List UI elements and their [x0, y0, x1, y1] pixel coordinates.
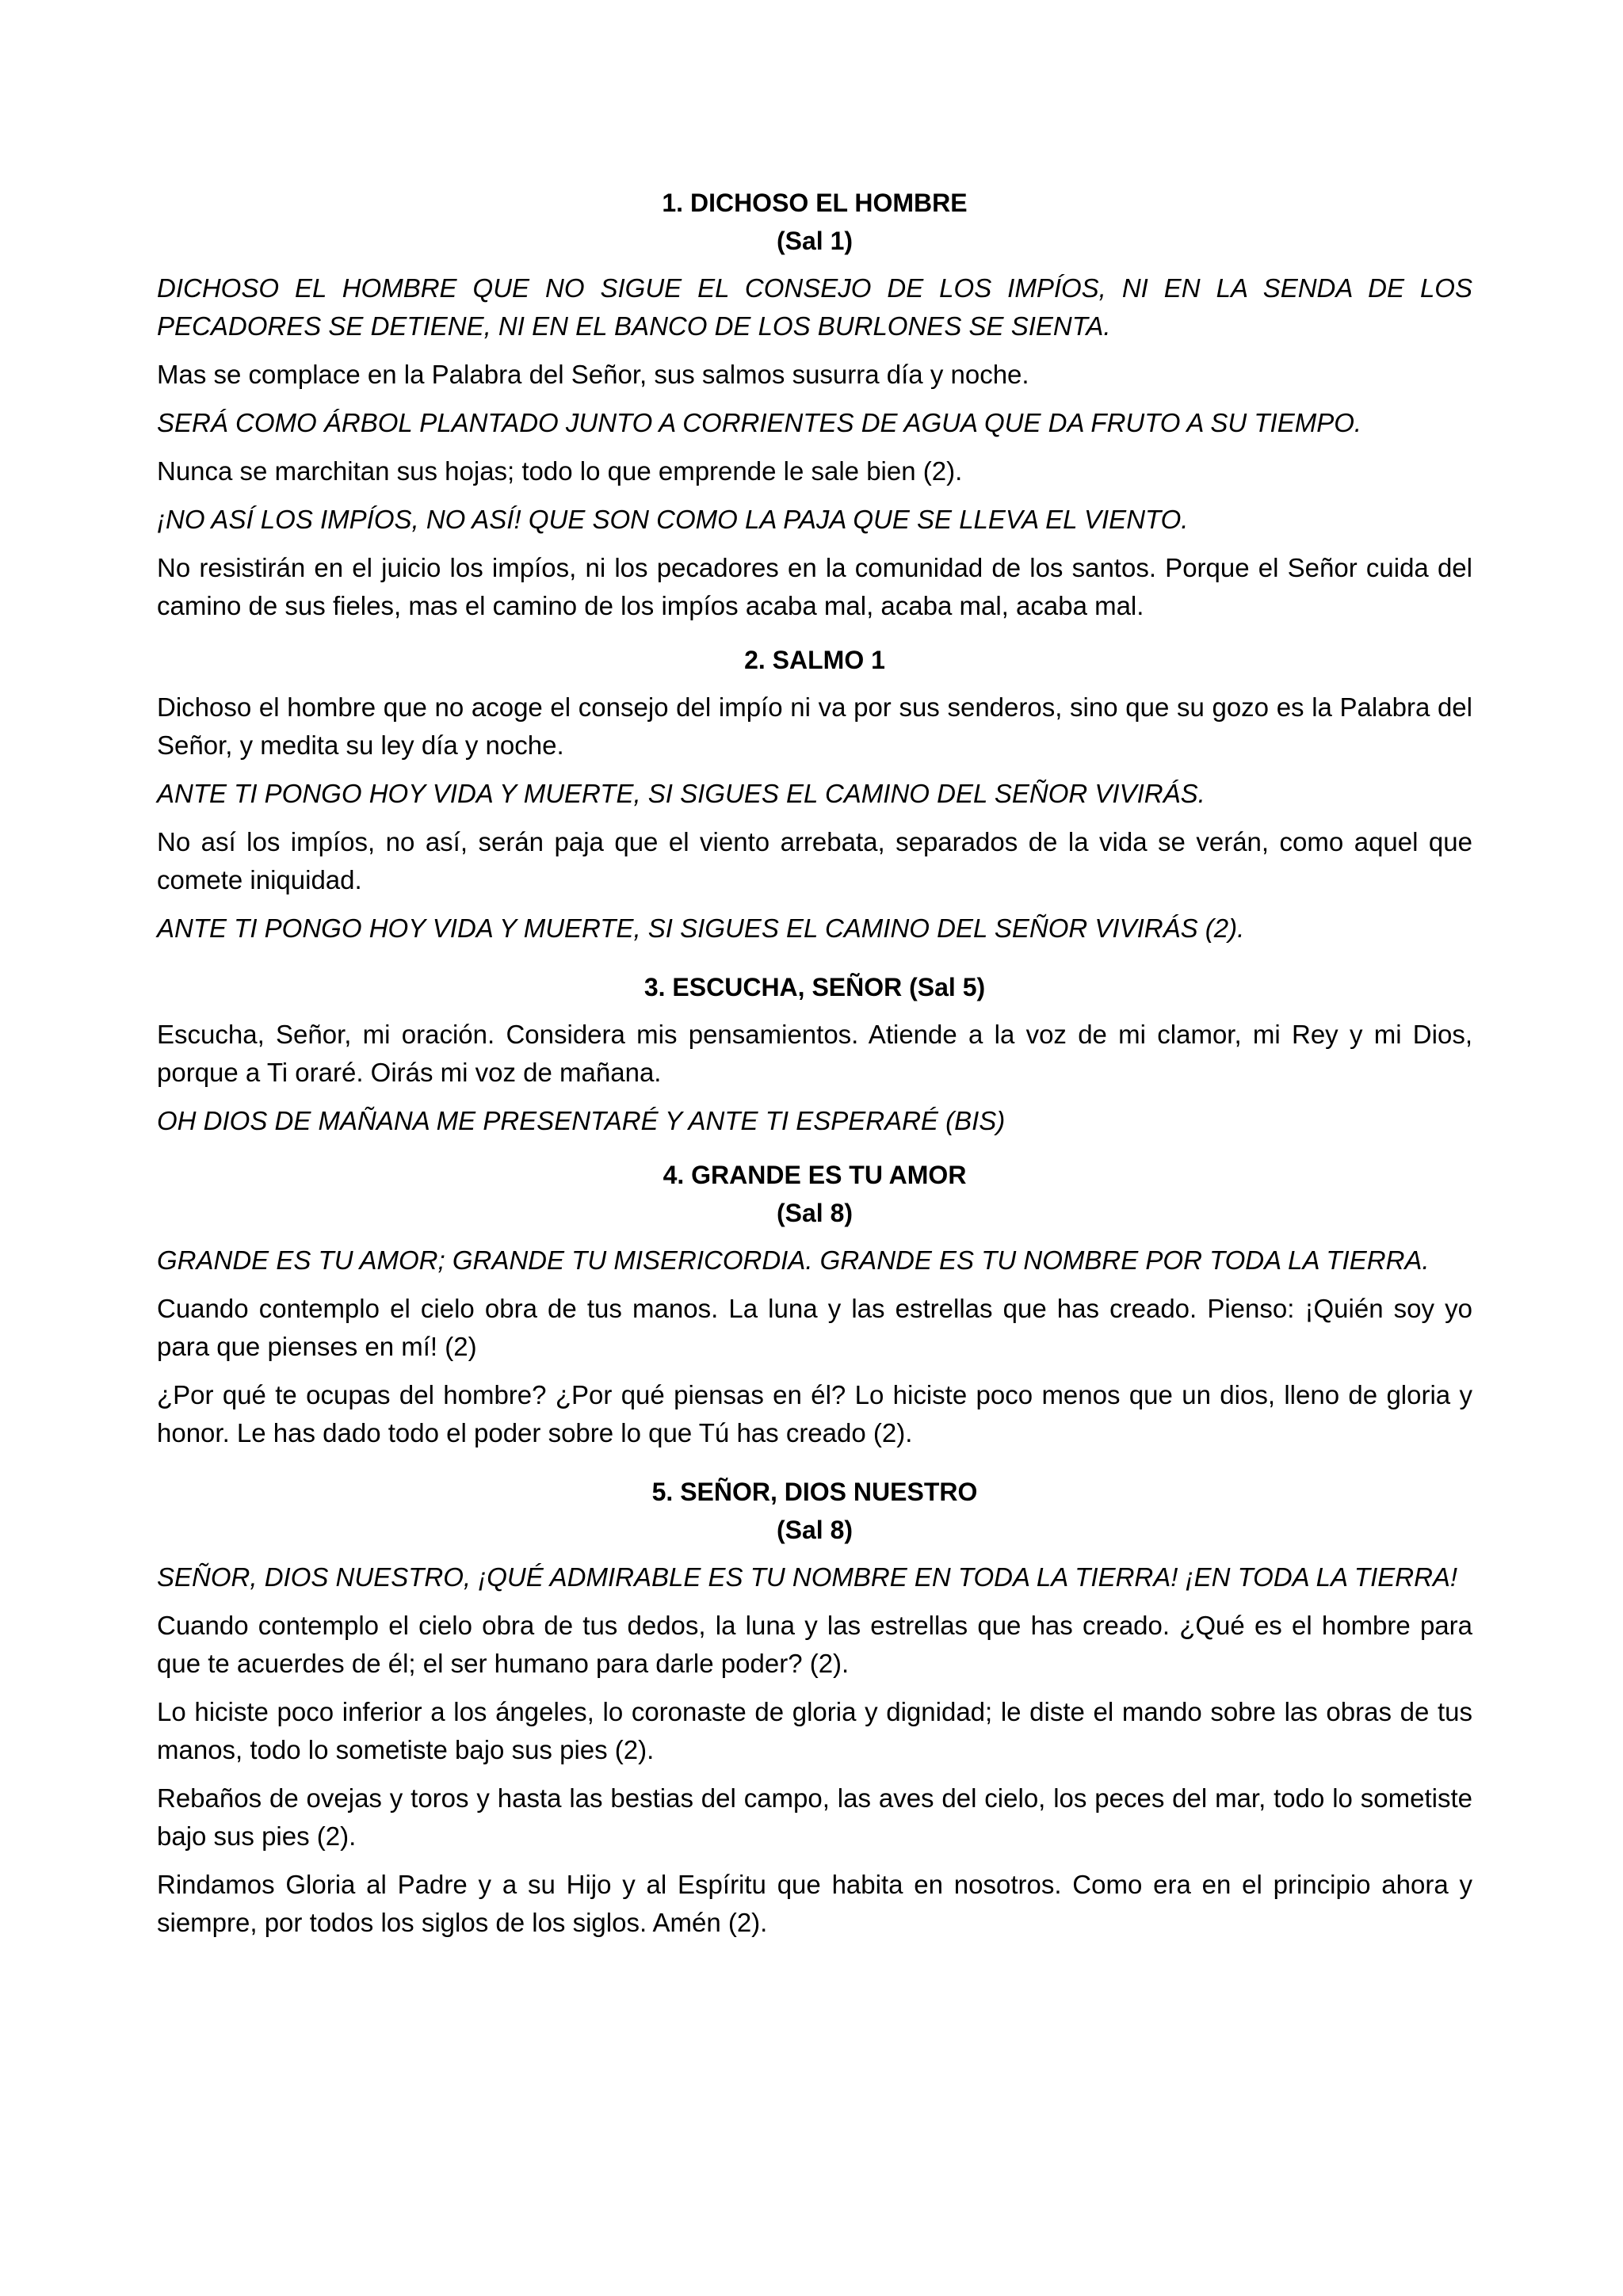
verse: Escucha, Señor, mi oración. Considera mis pensamientos. Atiende a la voz de mi clamor, mi Rey y mi Dios, porque a Ti oraré. Oirás mi voz de mañana. [157, 1020, 1472, 1087]
song-title [157, 1473, 1472, 1549]
chorus: ANTE TI PONGO HOY VIDA Y MUERTE, SI SIGUES EL CAMINO DEL SEÑOR VIVIRÁS (2). [157, 913, 1245, 943]
verse: Lo hiciste poco inferior a los ángeles, lo coronaste de gloria y dignidad; le diste el mando sobre las obras de tus manos, todo lo sometiste bajo sus pies (2). [157, 1697, 1472, 1764]
song-title-line: 3. ESCUCHA, SEÑOR (Sal 5) [643, 973, 986, 1001]
song-4 [157, 1156, 1472, 1452]
song-title-line: 2. SALMO 1 [744, 646, 885, 674]
verse: Rindamos Gloria al Padre y a su Hijo y al Espíritu que habita en nosotros. Como era en el principio ahora y siempre, por todos los siglos de los siglos. Amén (2). [157, 1870, 1472, 1937]
song-1 [157, 184, 1472, 625]
song-title-line: 4. GRANDE ES TU AMOR [663, 1161, 967, 1189]
song-title [157, 184, 1472, 260]
verse: Dichoso el hombre que no acoge el consejo del impío ni va por sus senderos, sino que su gozo es la Palabra del Señor, y medita su ley día y noche. [157, 692, 1472, 760]
song-subtitle: (Sal 8) [776, 1199, 854, 1227]
chorus: SERÁ COMO ÁRBOL PLANTADO JUNTO A CORRIENTES DE AGUA QUE DA FRUTO A SU TIEMPO. [157, 408, 1362, 437]
document-page [157, 184, 1472, 1952]
chorus: ¡NO ASÍ LOS IMPÍOS, NO ASÍ! QUE SON COMO LA PAJA QUE SE LLEVA EL VIENTO. [157, 505, 1189, 534]
song-title-line: 1. DICHOSO EL HOMBRE [662, 189, 968, 217]
verse: Cuando contemplo el cielo obra de tus dedos, la luna y las estrellas que has creado. ¿Qué es el hombre para que te acuerdes de él; el ser humano para darle poder? (2). [157, 1611, 1472, 1678]
song-3 [157, 968, 1472, 1140]
chorus: GRANDE ES TU AMOR; GRANDE TU MISERICORDIA. GRANDE ES TU NOMBRE POR TODA LA TIERRA. [157, 1245, 1430, 1275]
verse: Mas se complace en la Palabra del Señor, sus salmos susurra día y noche. [157, 360, 1029, 389]
chorus: DICHOSO EL HOMBRE QUE NO SIGUE EL CONSEJO DE LOS IMPÍOS, NI EN LA SENDA DE LOS PECADORES SE DETIENE, NI EN EL BANCO DE LOS BURLONES SE SIENTA. [157, 273, 1472, 341]
verse: Nunca se marchitan sus hojas; todo lo que emprende le sale bien (2). [157, 456, 963, 486]
song-title [157, 641, 1472, 679]
song-title [157, 1156, 1472, 1232]
verse: Rebaños de ovejas y toros y hasta las bestias del campo, las aves del cielo, los peces del mar, todo lo sometiste bajo sus pies (2). [157, 1783, 1472, 1851]
song-5 [157, 1473, 1472, 1942]
chorus: ANTE TI PONGO HOY VIDA Y MUERTE, SI SIGUES EL CAMINO DEL SEÑOR VIVIRÁS. [157, 779, 1205, 808]
song-title [157, 968, 1472, 1006]
song-subtitle: (Sal 8) [776, 1516, 854, 1544]
song-title-line: 5. SEÑOR, DIOS NUESTRO [651, 1478, 978, 1506]
verse: No así los impíos, no así, serán paja que el viento arrebata, separados de la vida se verán, como aquel que comete iniquidad. [157, 827, 1472, 894]
verse: Cuando contemplo el cielo obra de tus manos. La luna y las estrellas que has creado. Pienso: ¡Quién soy yo para que pienses en mí! (2) [157, 1294, 1472, 1361]
song-subtitle: (Sal 1) [776, 227, 854, 255]
verse: No resistirán en el juicio los impíos, ni los pecadores en la comunidad de los santos. Porque el Señor cuida del camino de sus fieles, mas el camino de los impíos acaba mal, acaba mal, acaba mal. [157, 553, 1472, 620]
verse: ¿Por qué te ocupas del hombre? ¿Por qué piensas en él? Lo hiciste poco menos que un dios, lleno de gloria y honor. Le has dado todo el poder sobre lo que Tú has creado (2). [157, 1380, 1472, 1447]
chorus: SEÑOR, DIOS NUESTRO, ¡QUÉ ADMIRABLE ES TU NOMBRE EN TODA LA TIERRA! ¡EN TODA LA TIERRA! [157, 1562, 1458, 1592]
song-2 [157, 641, 1472, 948]
chorus: OH DIOS DE MAÑANA ME PRESENTARÉ Y ANTE TI ESPERARÉ (BIS) [157, 1106, 1006, 1135]
